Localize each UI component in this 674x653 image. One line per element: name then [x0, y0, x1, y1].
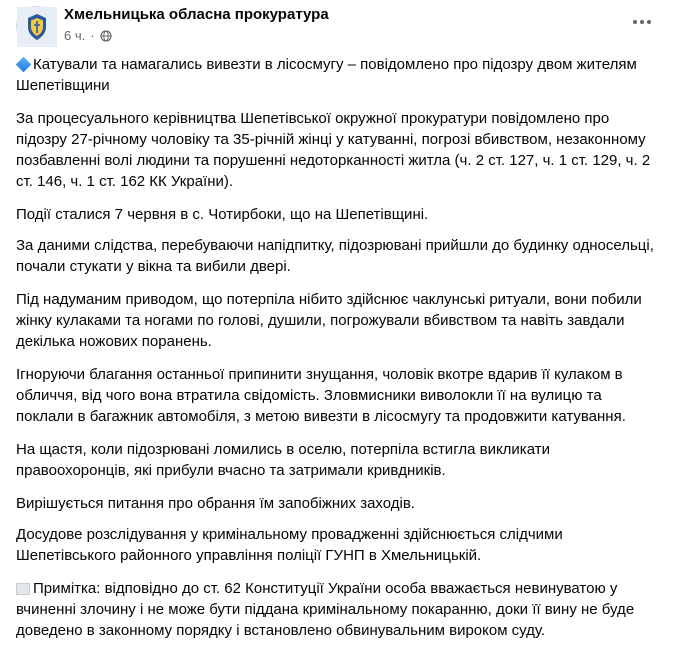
headline-text: Катували та намагались вивезти в лісосмугу – повідомлено про підозру двом жителям Шепетівщини — [16, 56, 637, 94]
post-header — [10, 4, 664, 48]
post-timestamp[interactable]: 6 ч. — [64, 28, 86, 43]
post-paragraph: Події сталися 7 червня в с. Чотирбоки, що на Шепетівщині. — [16, 206, 429, 223]
post-paragraph: Ігноруючи благання останньої припинити знущання, чоловік вкотре вдарив її кулаком в обличчя, від чого вона втратила свідомість. Зловмисники виволокли її на вулицю та поклали в багажник автомобіля, з метою вивезти в лісосмугу та продовжити катування. — [16, 366, 626, 425]
post-paragraph: За процесуального керівництва Шепетівської окружної прокуратури повідомлено про підозру 27-річному чоловіку та 35-річній жінці у катуванні, погрозі вбивством, незаконному позбавленні волі людини та порушенні недоторканності житла (ч. 2 ст. 127, ч. 1 ст. 129, ч. 2 ст. 146, ч. 1 ст. 162 КК України). — [16, 110, 651, 190]
post-body — [16, 54, 656, 653]
post-paragraph: Вирішується питання про обрання їм запобіжних заходів. — [16, 495, 415, 512]
prosecutor-emblem-icon[interactable] — [16, 6, 56, 46]
post-headline — [16, 54, 656, 96]
page-author-name[interactable]: Хмельницька обласна прокуратура — [64, 6, 329, 23]
post-paragraph: На щастя, коли підозрювані ломились в оселю, потерпіла встигла викликати правоохоронців, які прибули вчасно та затримали кривдників. — [16, 441, 550, 479]
post-meta — [64, 28, 112, 43]
post-note — [16, 578, 656, 641]
globe-icon[interactable] — [100, 30, 112, 42]
post-paragraph: Досудове розслідування у кримінальному провадженні здійснюється слідчими Шепетівського районного управління поліції ГУНП в Хмельницькій. — [16, 526, 563, 564]
more-options-icon[interactable] — [626, 10, 658, 34]
note-text: Примітка: відповідно до ст. 62 Конституції України особа вважається невинуватою у вчиненні злочину і не може бути піддана кримінальному покаранню, доки її вину не буде доведено в законному порядку і встановлено обвинувальним вироком суду. — [16, 580, 635, 639]
post-paragraph: За даними слідства, перебуваючи напідпитку, підозрювані прийшли до будинку односельці, почали стукати у вікна та вибили двері. — [16, 237, 654, 275]
blue-diamond-icon — [16, 57, 32, 73]
note-box-icon — [16, 583, 30, 595]
meta-separator: · — [90, 28, 95, 43]
post-paragraph: Під надуманим приводом, що потерпіла нібито здійснює чаклунські ритуали, вони побили жінку кулаками та ногами по голові, душили, погрожували вбивством та навіть завдали декілька ножових поранень. — [16, 291, 642, 350]
